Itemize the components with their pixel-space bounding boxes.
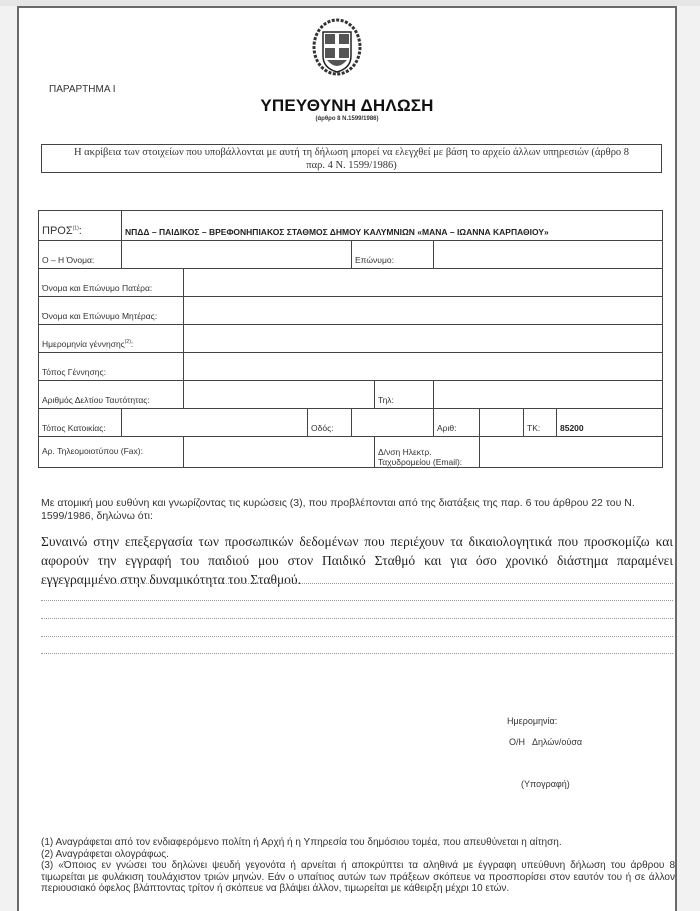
- footnote-1: (1) Αναγράφεται από τον ενδιαφερόμενο πολίτη ή Αρχή ή η Υπηρεσία του δημόσιου τομέα, που απευθύνεται η αίτηση.: [41, 837, 562, 848]
- number-field[interactable]: [480, 409, 524, 437]
- annex-label: ΠΑΡΑΡΤΗΜΑ Ι: [49, 84, 116, 95]
- declarant-details-table: [38, 210, 663, 468]
- footnote-2: (2) Αναγράφεται ολογράφως.: [41, 848, 169, 860]
- dotted-line: [41, 653, 673, 654]
- document-title: ΥΠΕΥΘΥΝΗ ΔΗΛΩΣΗ: [260, 96, 434, 115]
- declarant-label: Ο/Η Δηλών/ούσα: [509, 737, 583, 747]
- document-page: [17, 6, 677, 911]
- first-name-label: Ο – Η Όνομα:: [39, 241, 122, 269]
- first-name-field[interactable]: [122, 241, 352, 269]
- accuracy-notice-line1: Η ακρίβεια των στοιχείων που υποβάλλονται με αυτή τη δήλωση μπορεί να ελεγχθεί με βάση το αρχείο άλλων υπηρεσιών (άρθρο 8: [73, 147, 630, 158]
- fax-label: Αρ. Τηλεομοιοτύπου (Fax):: [39, 437, 184, 468]
- father-name-field[interactable]: [184, 269, 663, 297]
- dotted-line: [41, 583, 673, 584]
- email-field[interactable]: [480, 437, 663, 468]
- phone-label: Τηλ:: [375, 381, 434, 409]
- to-label: ΠΡΟΣ$^{(1)}$:: [39, 211, 122, 241]
- fax-field[interactable]: [184, 437, 375, 468]
- footnotes: [41, 837, 675, 895]
- residence-field[interactable]: [122, 409, 308, 437]
- dotted-line: [41, 636, 673, 637]
- last-name-field[interactable]: [434, 241, 663, 269]
- accuracy-notice-line2: παρ. 4 Ν. 1599/1986): [306, 160, 397, 171]
- birth-place-field[interactable]: [184, 353, 663, 381]
- greek-emblem-icon: [311, 16, 363, 78]
- date-label: Ημερομηνία:: [507, 716, 558, 726]
- id-number-field[interactable]: [184, 381, 375, 409]
- birth-date-label: Ημερομηνία γέννησης$^{(2)}$:: [39, 325, 184, 353]
- mother-name-label: Όνομα και Επώνυμο Μητέρας:: [39, 297, 184, 325]
- birth-place-label: Τόπος Γέννησης:: [39, 353, 184, 381]
- postcode-label: ΤΚ:: [524, 409, 557, 437]
- signature-label: (Υπογραφή): [521, 779, 570, 789]
- father-name-label: Όνομα και Επώνυμο Πατέρα:: [39, 269, 184, 297]
- document-subtitle: (άρθρο 8 Ν.1599/1986): [315, 116, 379, 122]
- last-name-label: Επώνυμο:: [352, 241, 434, 269]
- mother-name-field[interactable]: [184, 297, 663, 325]
- phone-field[interactable]: [434, 381, 663, 409]
- postcode-field[interactable]: 85200: [557, 409, 663, 437]
- dotted-line: [41, 618, 673, 619]
- accuracy-notice: [41, 144, 662, 173]
- footnote-3: (3) «Όποιος εν γνώσει του δηλώνει ψευδή γεγονότα ή αρνείται ή αποκρύπτει τα αληθινά με έγγραφη υπεύθυνη δήλωση του άρθρου 8 τιμωρείται με φυλάκιση τουλάχιστον τριών μηνών. Εάν ο υπαίτιος αυτών των πράξεων σκόπευε να προσπορίσει στον εαυτόν του ή σε άλλον περιουσιακό όφελος βλάπτοντας τρίτον ή σκόπευε να βλάψει άλλον, τιμωρείται με κάθειρξη μέχρι 10 ετών.: [41, 860, 675, 894]
- number-label: Αριθ:: [434, 409, 480, 437]
- declaration-intro: Με ατομική μου ευθύνη και γνωρίζοντας τις κυρώσεις (3), που προβλέπονται από της διατάξεις της παρ. 6 του άρθρου 22 του Ν. 1599/1986, δηλώνω ότι:: [41, 497, 635, 522]
- street-field[interactable]: [352, 409, 434, 437]
- residence-label: Τόπος Κατοικίας:: [39, 409, 122, 437]
- dotted-line: [41, 600, 673, 601]
- street-label: Οδός:: [308, 409, 352, 437]
- declaration-statement[interactable]: Συναινώ στην επεξεργασία των προσωπικών δεδομένων που περιέχουν τα δικαιολογητικά που προσκομίζω και αφορούν την εγγραφή του παιδιού μου στον Παιδικό Σταθμό και για όσο χρονικό διάστημα παραμένει εγγεγραμμένο στην δυναμικότητα του Σταθμού.: [41, 534, 673, 587]
- id-number-label: Αριθμός Δελτίου Ταυτότητας:: [39, 381, 184, 409]
- to-value[interactable]: ΝΠΔΔ – ΠΑΙΔΙΚΟΣ – ΒΡΕΦΟΝΗΠΙΑΚΟΣ ΣΤΑΘΜΟΣ ΔΗΜΟΥ ΚΑΛΥΜΝΙΩΝ «ΜΑΝΑ – ΙΩΑΝΝΑ ΚΑΡΠΑΘΙΟΥ»: [122, 211, 663, 241]
- email-label: Δ/νση Ηλεκτρ. Ταχυδρομείου (Email):: [375, 437, 480, 468]
- birth-date-field[interactable]: [184, 325, 663, 353]
